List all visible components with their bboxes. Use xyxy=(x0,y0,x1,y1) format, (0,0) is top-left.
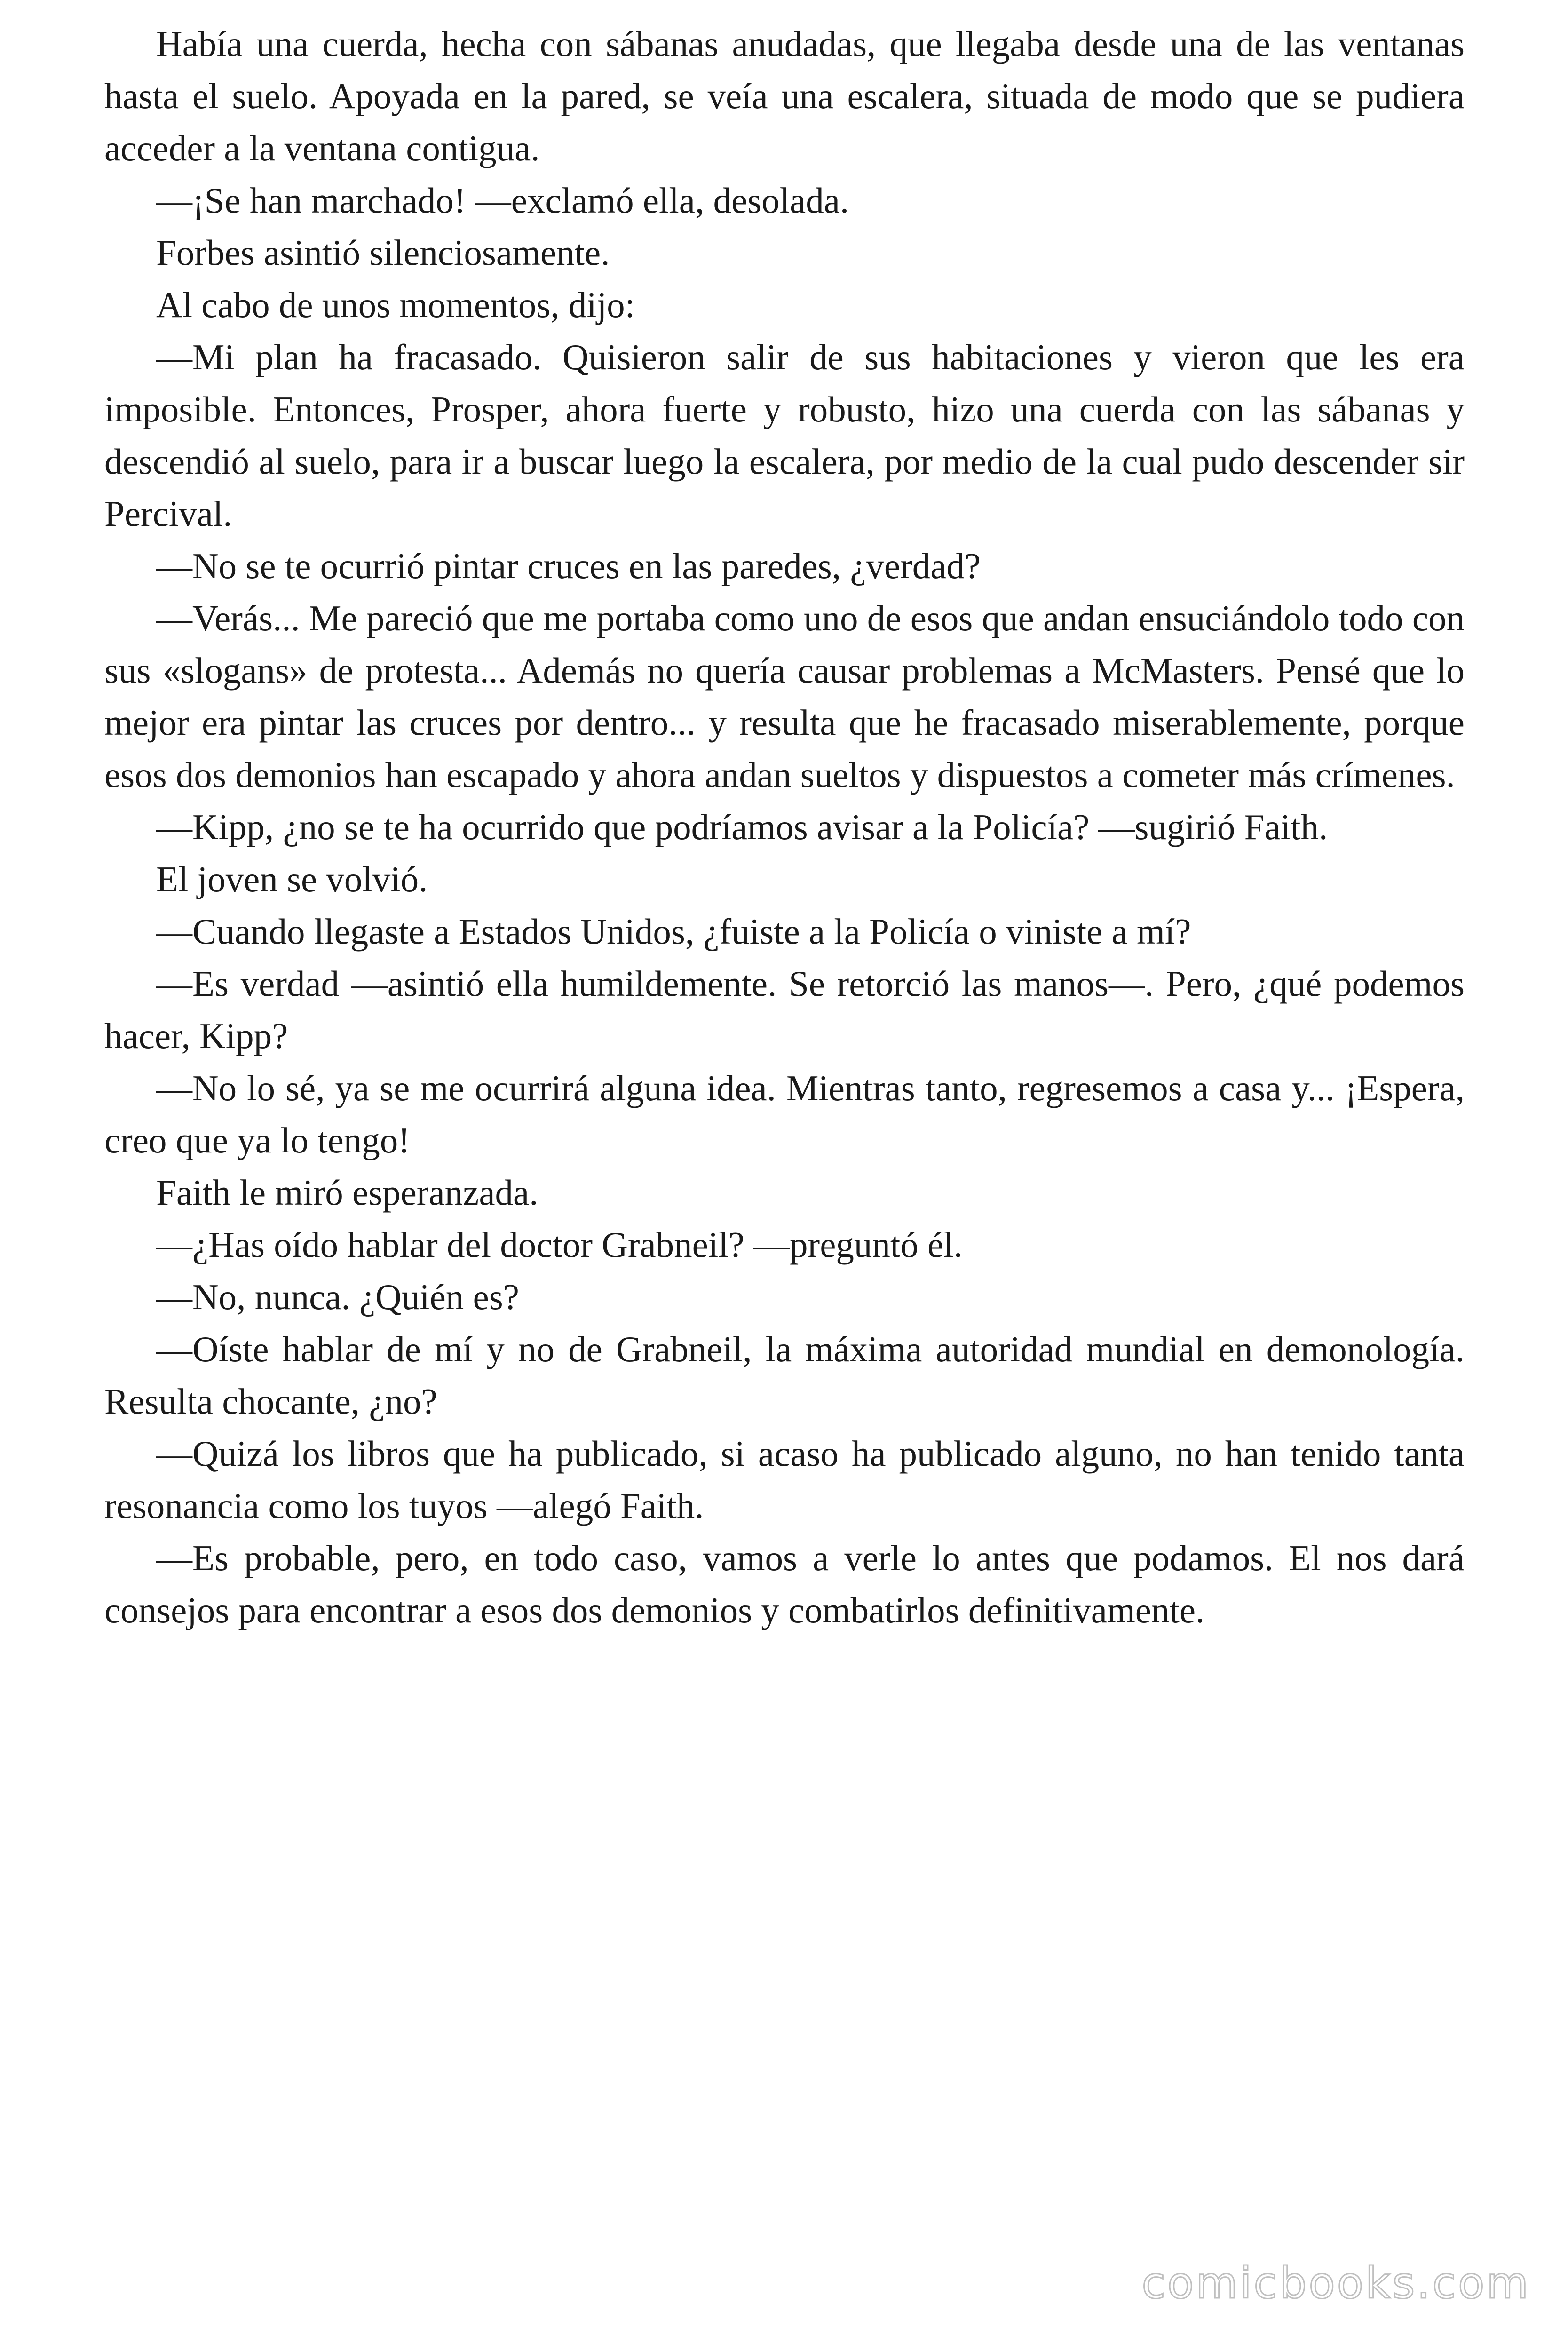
paragraph-9: El joven se volvió. xyxy=(156,859,428,899)
paragraph-2: —¡Se han marchado! —exclamó ella, desolada. xyxy=(156,180,849,221)
paragraph-4: Al cabo de unos momentos, dijo: xyxy=(156,285,635,325)
paragraph-13: Faith le miró esperanzada. xyxy=(156,1172,539,1213)
paragraph-8: —Kipp, ¿no se te ha ocurrido que podríamos avisar a la Policía? —sugirió Faith. xyxy=(156,807,1328,847)
paragraph-3: Forbes asintió silenciosamente. xyxy=(156,232,610,273)
paragraph-15: —No, nunca. ¿Quién es? xyxy=(156,1277,519,1317)
paragraph-17: —Quizá los libros que ha publicado, si acaso ha publicado alguno, no han tenido tanta resonancia como los tuyos —alegó Faith. xyxy=(104,1433,1465,1526)
paragraph-7: —Verás... Me pareció que me portaba como uno de esos que andan ensuciándolo todo con sus «slogans» de protesta... Además no quería causar problemas a McMasters. Pensé que lo mejor era pintar las cruces por dentro... y resulta que he fracasado miserablemente, porque esos dos demonios han escapado y ahora andan sueltos y dispuestos a cometer más crímenes. xyxy=(104,598,1465,795)
paragraph-5: —Mi plan ha fracasado. Quisieron salir de sus habitaciones y vieron que les era imposible. Entonces, Prosper, ahora fuerte y robusto, hizo una cuerda con las sábanas y descendió al suelo, para ir a buscar luego la escalera, por medio de la cual pudo descender sir Percival. xyxy=(104,337,1465,534)
watermark: comicbooks.com xyxy=(1141,2258,1530,2308)
body-text xyxy=(104,18,1465,1637)
paragraph-6: —No se te ocurrió pintar cruces en las paredes, ¿verdad? xyxy=(156,546,981,586)
paragraph-18: —Es probable, pero, en todo caso, vamos a verle lo antes que podamos. El nos dará consejos para encontrar a esos dos demonios y combatirlos definitivamente. xyxy=(104,1538,1465,1630)
paragraph-16: —Oíste hablar de mí y no de Grabneil, la máxima autoridad mundial en demonología. Resulta chocante, ¿no? xyxy=(104,1329,1465,1422)
paragraph-1: Había una cuerda, hecha con sábanas anudadas, que llegaba desde una de las ventanas hasta el suelo. Apoyada en la pared, se veía una escalera, situada de modo que se pudiera acceder a la ventana contigua. xyxy=(104,24,1465,168)
paragraph-12: —No lo sé, ya se me ocurrirá alguna idea. Mientras tanto, regresemos a casa y... ¡Espera, creo que ya lo tengo! xyxy=(104,1068,1465,1160)
paragraph-14: —¿Has oído hablar del doctor Grabneil? —preguntó él. xyxy=(156,1224,963,1265)
paragraph-11: —Es verdad —asintió ella humildemente. Se retorció las manos—. Pero, ¿qué podemos hacer, Kipp? xyxy=(104,963,1465,1056)
paragraph-10: —Cuando llegaste a Estados Unidos, ¿fuiste a la Policía o viniste a mí? xyxy=(156,911,1191,952)
